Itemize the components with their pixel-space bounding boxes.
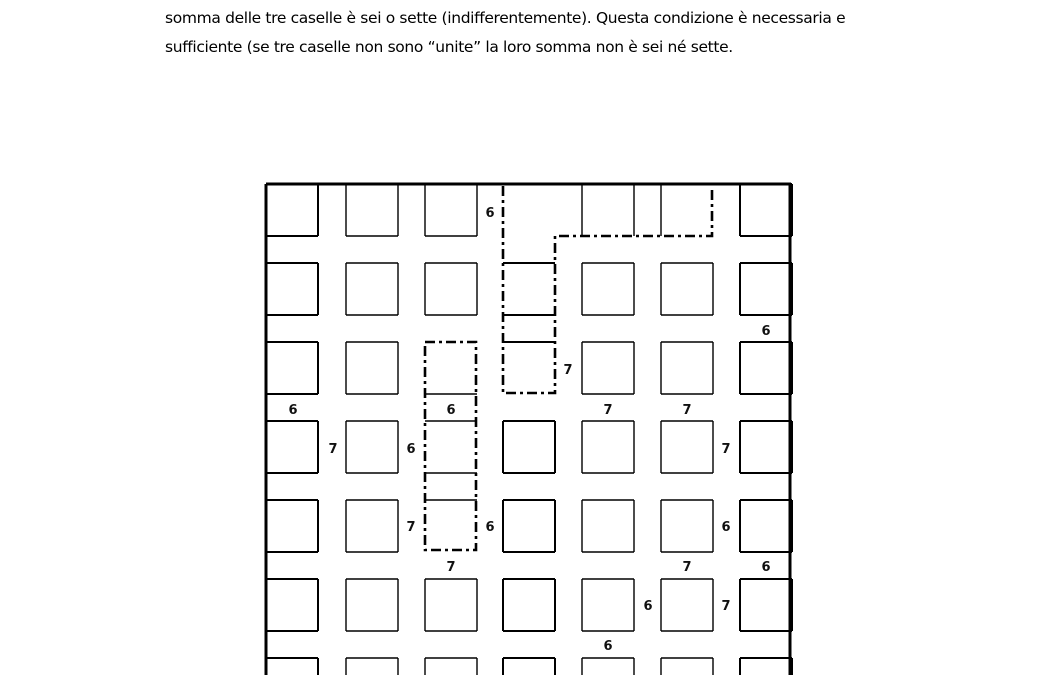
grid-cell <box>582 342 634 394</box>
grid-cell <box>425 184 477 236</box>
grid-cell <box>266 500 318 552</box>
grid-cell <box>740 263 792 315</box>
grid-cell <box>740 579 792 631</box>
number-labels <box>288 206 770 654</box>
grid-cell <box>661 184 713 236</box>
sum-label: 6 <box>485 520 495 535</box>
grid-cell <box>661 263 713 315</box>
grid-squares <box>266 184 792 675</box>
sum-label: 6 <box>485 206 495 221</box>
sum-label: 7 <box>682 403 692 418</box>
sum-label: 7 <box>682 560 692 575</box>
grid-cell <box>740 500 792 552</box>
grid-cell <box>266 263 318 315</box>
grid-cell <box>503 263 555 315</box>
grid-cell <box>425 263 477 315</box>
sum-label: 7 <box>721 599 731 614</box>
sum-label: 7 <box>328 442 338 457</box>
grid-cell <box>582 421 634 473</box>
sum-label: 6 <box>761 324 771 339</box>
paragraph-line-2: sufficiente (se tre caselle non sono “unite” la loro somma non è sei né sette. <box>165 38 733 56</box>
grid-cell <box>582 500 634 552</box>
grid-cell <box>346 579 398 631</box>
sum-label: 7 <box>406 520 416 535</box>
sum-label: 6 <box>406 442 416 457</box>
sum-label: 6 <box>761 560 771 575</box>
outer-border <box>266 184 791 675</box>
grid-cell <box>346 342 398 394</box>
grid-cell <box>425 579 477 631</box>
grid-cell <box>582 184 634 236</box>
grid-cell <box>346 263 398 315</box>
grid-cell <box>503 658 555 675</box>
grid-cell <box>582 658 634 675</box>
grid-cell <box>582 263 634 315</box>
sum-label: 7 <box>563 363 573 378</box>
grid-cell <box>346 658 398 675</box>
sum-label: 6 <box>643 599 653 614</box>
grid-cell <box>740 184 792 236</box>
grid-cell <box>266 421 318 473</box>
grid-cell <box>266 342 318 394</box>
grid-cell <box>503 579 555 631</box>
grid-cell <box>503 421 555 473</box>
sum-label: 6 <box>288 403 298 418</box>
sum-label: 7 <box>721 442 731 457</box>
grid-cell <box>503 500 555 552</box>
sum-label: 7 <box>446 560 456 575</box>
grid-cell <box>425 421 477 473</box>
dashed-region-vertical <box>425 342 476 550</box>
grid-cell <box>740 342 792 394</box>
grid-cell <box>346 500 398 552</box>
grid-cell <box>740 421 792 473</box>
grid-cell <box>661 342 713 394</box>
grid-cell <box>425 658 477 675</box>
sum-label: 7 <box>603 403 613 418</box>
grid-cell <box>266 579 318 631</box>
sum-label: 6 <box>603 639 613 654</box>
grid-cell <box>346 421 398 473</box>
grid-cell <box>266 184 318 236</box>
grid-cell <box>266 658 318 675</box>
grid-cell <box>582 579 634 631</box>
grid-cell <box>740 658 792 675</box>
paragraph-line-1: somma delle tre caselle è sei o sette (indifferentemente). Questa condizione è necessaria e <box>165 9 846 27</box>
grid-cell <box>661 658 713 675</box>
grid-cell <box>661 500 713 552</box>
dashed-region-l-shape <box>503 186 712 393</box>
grid-cell <box>346 184 398 236</box>
grid-cell <box>661 579 713 631</box>
sum-label: 6 <box>721 520 731 535</box>
sum-label: 6 <box>446 403 456 418</box>
grid-cell <box>661 421 713 473</box>
